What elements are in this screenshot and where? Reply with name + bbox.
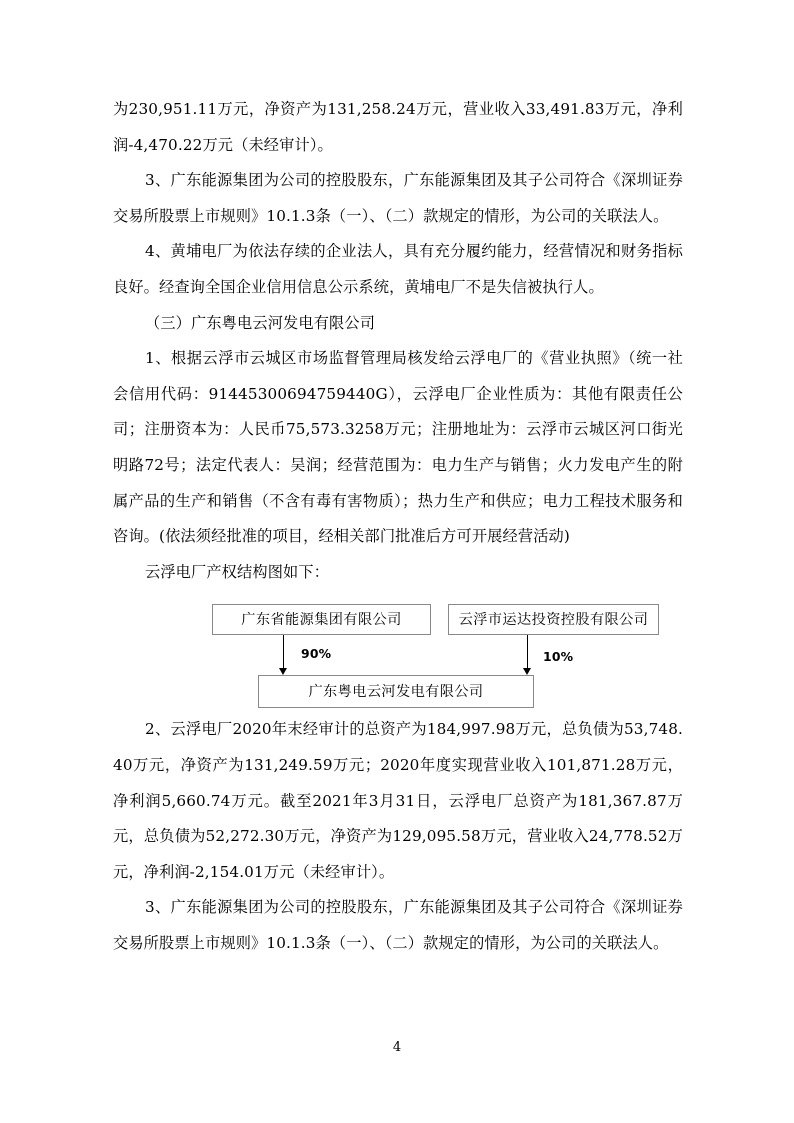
ownership-arrow-right — [523, 635, 532, 675]
ownership-percentage-right: 10% — [543, 649, 574, 665]
page-content — [113, 92, 683, 961]
org-box-parent-yunda-investment: 云浮市运达投资控股有限公司 — [448, 604, 659, 635]
arrow-head — [279, 668, 287, 675]
arrow-head — [523, 668, 531, 675]
paragraph-chart-introduction: 云浮电厂产权结构图如下： — [145, 562, 330, 581]
section-heading-three-yunhe-power: （三）广东粤电云河发电有限公司 — [145, 313, 376, 332]
org-box-parent-guangdong-energy: 广东省能源集团有限公司 — [212, 604, 431, 635]
arrow-shaft — [527, 635, 528, 669]
paragraph-item-1-yunfu-business-license: 1、根据云浮市云城区市场监督管理局核发给云浮电厂的《营业执照》（统一社会信用代码：91445300694759440G），云浮电厂企业性质为：其他有限责任公司；注册资本为：人民币75,573.3258万元；注册地址为：云浮市云城区河口街光明路72号；法定代表人：吴润；经营范围为：电力生产与销售；火力发电产生的附属产品的生产和销售（不含有毒有害物质）；热力生产和供应；电力工程技术服务和咨询。(依法须经批准的项目，经相关部门批准后方可开展经营活动) — [113, 349, 683, 546]
ownership-structure-diagram — [113, 596, 683, 708]
page-number: 4 — [392, 1040, 402, 1055]
paragraph-item-4-huangpu-legal-status: 4、黄埔电厂为依法存续的企业法人，具有充分履约能力，经营情况和财务指标良好。经查询全国企业信用信息公示系统，黄埔电厂不是失信被执行人。 — [113, 242, 683, 296]
paragraph-item-3-huangpu-related-party: 3、广东能源集团为公司的控股股东，广东能源集团及其子公司符合《深圳证券交易所股票上市规则》10.1.3条（一）、（二）款规定的情形，为公司的关联法人。 — [113, 171, 683, 225]
paragraph-item-2-yunfu-financials: 2、云浮电厂2020年末经审计的总资产为184,997.98万元，总负债为53,748.40万元，净资产为131,249.59万元；2020年度实现营业收入101,871.28万元，净利润5,660.74万元。截至2021年3月31日，云浮电厂总资产为181,367.87万元，总负债为52,272.30万元，净资产为129,095.58万元，营业收入24,778.52万元，净利润-2,154.01万元（未经审计）。 — [113, 720, 683, 881]
paragraph-heneng-financials-continued: 为230,951.11万元，净资产为131,258.24万元，营业收入33,491.83万元，净利润-4,470.22万元（未经审计）。 — [113, 100, 683, 154]
org-box-subsidiary-yuedian-yunhe: 广东粤电云河发电有限公司 — [258, 675, 534, 708]
ownership-arrow-left — [279, 635, 288, 675]
paragraph-item-3-yunfu-related-party: 3、广东能源集团为公司的控股股东，广东能源集团及其子公司符合《深圳证券交易所股票上市规则》10.1.3条（一）、（二）款规定的情形，为公司的关联法人。 — [113, 898, 683, 952]
arrow-shaft — [283, 635, 284, 669]
ownership-percentage-left: 90% — [301, 646, 332, 662]
